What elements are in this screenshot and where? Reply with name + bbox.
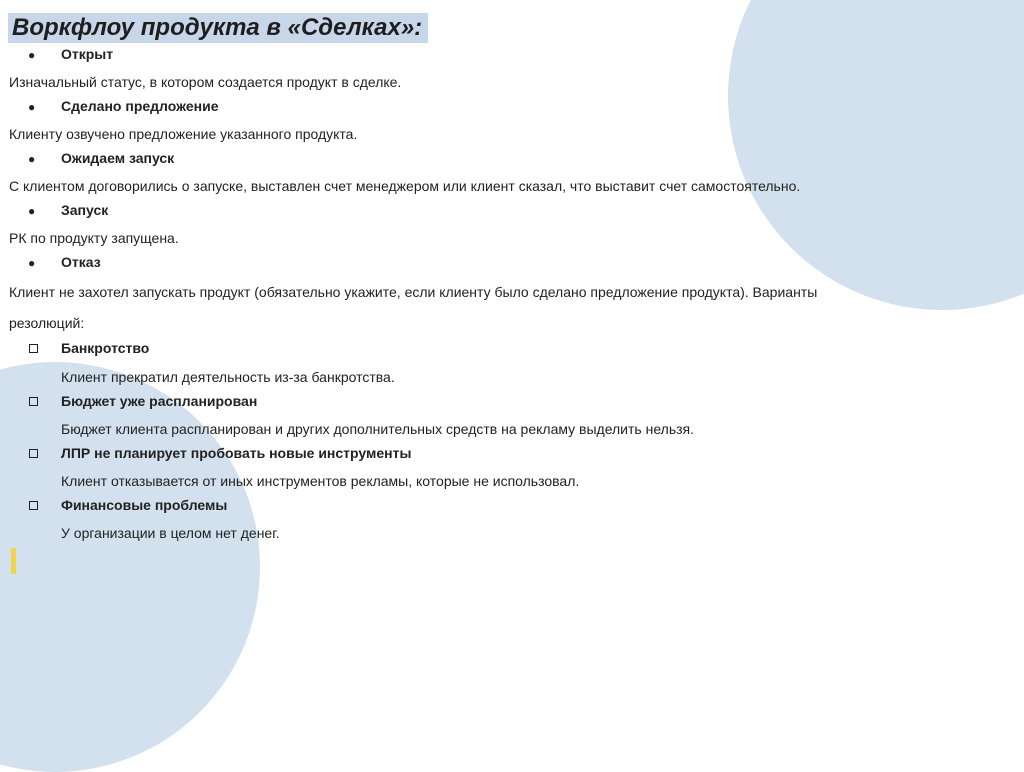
resolution-description: У организации в целом нет денег. (61, 525, 280, 541)
bullet-icon: ● (28, 48, 36, 62)
bullet-icon: ● (28, 100, 36, 114)
resolution-description: Клиент прекратил деятельность из-за банкротства. (61, 369, 395, 385)
status-description: Клиенту озвучено предложение указанного продукта. (9, 126, 358, 142)
status-description: Клиент не захотел запускать продукт (обязательно укажите, если клиенту было сделано предложение продукта). Варианты (9, 284, 818, 300)
resolution-description: Бюджет клиента распланирован и других дополнительных средств на рекламу выделить нельзя. (61, 421, 695, 437)
bullet-icon: ● (28, 152, 36, 166)
checkbox-icon (29, 449, 38, 458)
status-name: Открыт (61, 46, 114, 62)
checkbox-icon (29, 501, 38, 510)
status-description-continued: резолюций: (9, 315, 85, 331)
resolution-name: Бюджет уже распланирован (61, 393, 258, 409)
resolution-description: Клиент отказывается от иных инструментов рекламы, которые не использовал. (61, 473, 580, 489)
status-name: Запуск (61, 202, 109, 218)
checkbox-icon (29, 344, 38, 353)
status-name: Отказ (61, 254, 101, 270)
resolution-name: Банкротство (61, 340, 150, 356)
status-description: С клиентом договорились о запуске, выставлен счет менеджером или клиент сказал, что выставит счет самостоятельно. (9, 178, 801, 194)
status-description: Изначальный статус, в котором создается продукт в сделке. (9, 74, 402, 90)
checkbox-icon (29, 397, 38, 406)
status-name: Сделано предложение (61, 98, 219, 114)
slide-title: Воркфлоу продукта в «Сделках»: (8, 13, 428, 43)
status-description: РК по продукту запущена. (9, 230, 179, 246)
resolution-name: ЛПР не планирует пробовать новые инструменты (61, 445, 412, 461)
bullet-icon: ● (28, 256, 36, 270)
status-name: Ожидаем запуск (61, 150, 175, 166)
bullet-icon: ● (28, 204, 36, 218)
resolution-name: Финансовые проблемы (61, 497, 228, 513)
